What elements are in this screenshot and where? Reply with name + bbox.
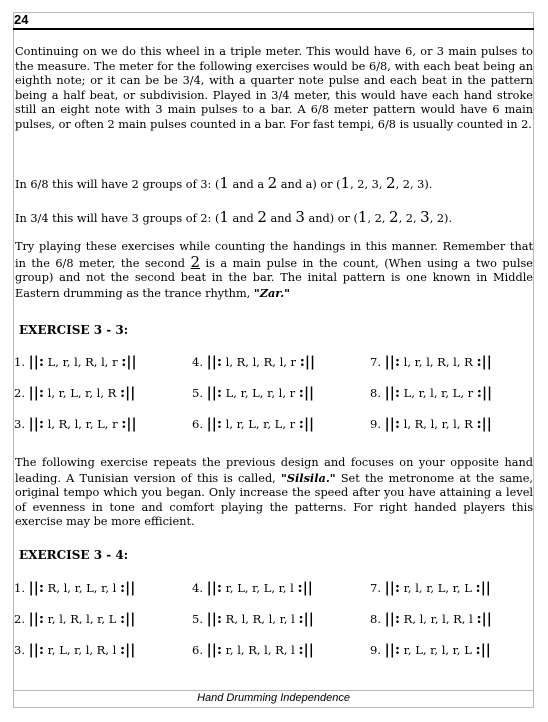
exercise-pattern (14, 611, 135, 627)
exercise-number: 7. (370, 355, 385, 369)
repeat-close-sign: :|| (476, 385, 493, 401)
counting-paragraph: Try playing these exercises while counting the handings in this manner. Remember that in the 6/8 meter, the second 2 is a main pulse in the count, (When using a two pulse group) and not the second beat in the bar. The inital pattern is one known in Middle Eastern drumming as the trance rhythm, "Zar." (15, 240, 533, 300)
exercise-pattern (192, 580, 313, 596)
exercise-pattern (370, 580, 491, 596)
exercise-number: 1. (14, 581, 29, 595)
handing-pattern: r, L, r, L, r, l (222, 581, 298, 595)
repeat-close-sign: :|| (120, 580, 136, 596)
repeat-close-sign: :|| (476, 354, 492, 370)
repeat-open-sign: ||: (206, 416, 222, 432)
footer-rule (13, 690, 534, 691)
repeat-close-sign: :|| (298, 642, 314, 658)
exercise-number: 2. (14, 612, 29, 626)
exercise-number: 5. (192, 612, 207, 626)
repeat-open-sign: ||: (206, 642, 222, 658)
exercise-pattern (370, 642, 491, 658)
exercise-pattern (370, 611, 492, 627)
handing-pattern: R, l, R, l, r, l (222, 612, 299, 626)
exercise-3-3-title: EXERCISE 3 - 3: (19, 323, 129, 337)
exercise-pattern (14, 642, 135, 658)
repeat-open-sign: ||: (28, 611, 44, 627)
handing-pattern: r, l, r, L, r, L (400, 581, 476, 595)
exercise-number: 7. (370, 581, 385, 595)
exercise-number: 8. (370, 386, 385, 400)
exercise-pattern (14, 416, 137, 432)
repeat-close-sign: :|| (298, 416, 315, 432)
repeat-close-sign: :|| (297, 580, 313, 596)
handing-pattern: R, l, r, L, r, l (44, 581, 120, 595)
repeat-close-sign: :|| (475, 580, 491, 596)
handing-pattern: l, r, L, r, L, r (222, 417, 299, 431)
exercise-3-4-title: EXERCISE 3 - 4: (19, 548, 129, 562)
exercise-number: 6. (192, 417, 207, 431)
handing-pattern: l, r, L, r, l, R (44, 386, 120, 400)
silsila-paragraph: The following exercise repeats the previous design and focuses on your opposite hand leading. A Tunisian version of this is called, "Silsila." Set the metronome at the same, original tempo which you began. Only increase the speed after you have attaining a level of evenness in tone and comfort playing the patterns. For right handed players this exercise may be more efficient. (15, 456, 534, 529)
repeat-close-sign: :|| (298, 385, 315, 401)
repeat-close-sign: :|| (298, 611, 314, 627)
exercise-number: 3. (14, 417, 29, 431)
exercise-pattern (14, 580, 135, 596)
exercise-number: 4. (192, 355, 207, 369)
exercise-number: 8. (370, 612, 385, 626)
repeat-open-sign: ||: (28, 354, 44, 370)
exercise-number: 5. (192, 386, 207, 400)
exercise-number: 3. (14, 643, 29, 657)
exercise-pattern (192, 385, 314, 401)
repeat-open-sign: ||: (206, 354, 222, 370)
exercise-pattern (192, 416, 314, 432)
counting-68-line: In 6/8 this will have 2 groups of 3: (1 and a 2 and a) or (1, 2, 3, 2, 2, 3). (15, 174, 433, 192)
repeat-open-sign: ||: (384, 611, 400, 627)
exercise-number: 4. (192, 581, 207, 595)
handing-pattern: r, L, r, l, r, L (400, 643, 476, 657)
handing-pattern: l, R, l, r, l, R (400, 417, 477, 431)
repeat-close-sign: :|| (121, 354, 137, 370)
handing-pattern: l, r, l, R, l, R (400, 355, 477, 369)
repeat-close-sign: :|| (475, 642, 491, 658)
handing-pattern: r, L, r, l, R, l (44, 643, 120, 657)
handing-pattern: R, l, r, l, R, l (400, 612, 477, 626)
exercise-pattern (192, 354, 315, 370)
repeat-open-sign: ||: (206, 580, 222, 596)
exercise-pattern (192, 642, 314, 658)
exercise-pattern (14, 354, 137, 370)
handing-pattern: l, R, l, r, L, r (44, 417, 122, 431)
repeat-open-sign: ||: (384, 580, 400, 596)
handing-pattern: L, r, l, r, L, r (400, 386, 477, 400)
footer-title: Hand Drumming Independence (197, 692, 350, 704)
repeat-open-sign: ||: (28, 580, 44, 596)
repeat-open-sign: ||: (384, 385, 400, 401)
repeat-close-sign: :|| (120, 611, 136, 627)
repeat-open-sign: ||: (384, 416, 400, 432)
handing-pattern: L, r, l, R, l, r (44, 355, 122, 369)
handing-pattern: r, l, R, l, R, l (222, 643, 299, 657)
repeat-close-sign: :|| (120, 385, 136, 401)
repeat-close-sign: :|| (299, 354, 316, 370)
repeat-close-sign: :|| (476, 611, 492, 627)
exercise-number: 6. (192, 643, 207, 657)
exercise-pattern (14, 385, 135, 401)
exercise-number: 9. (370, 417, 385, 431)
counting-34-line: In 3/4 this will have 3 groups of 2: (1 and 2 and 3 and) or (1, 2, 2, 2, 3, 2). (15, 208, 453, 226)
page-number: 24 (13, 12, 534, 30)
exercise-number: 1. (14, 355, 29, 369)
exercise-pattern (370, 385, 492, 401)
exercise-number: 2. (14, 386, 29, 400)
repeat-close-sign: :|| (120, 642, 136, 658)
exercise-pattern (370, 416, 492, 432)
handing-pattern: L, r, L, r, l, r (222, 386, 299, 400)
repeat-open-sign: ||: (384, 642, 400, 658)
repeat-open-sign: ||: (384, 354, 400, 370)
handing-pattern: r, l, R, l, r, L (44, 612, 120, 626)
repeat-open-sign: ||: (28, 642, 44, 658)
handing-pattern: l, R, l, R, l, r (222, 355, 300, 369)
exercise-pattern (192, 611, 314, 627)
intro-paragraph: Continuing on we do this wheel in a triple meter. This would have 6, or 3 main pulses to the measure. The meter for the following exercises would be 6/8, with each beat being an eighth note; or it can be be 3/4, with a quarter note pulse and each beat in the pattern being a half beat, or subdivision. Played in 3/4 meter, this would have each hand stroke still an eight note with 3 main pulses to a bar. A 6/8 meter pattern would have 6 main pulses, or often 2 main pulses counted in a bar. For fast tempi, 6/8 is usually counted in 2. (15, 45, 533, 131)
exercise-number: 9. (370, 643, 385, 657)
repeat-open-sign: ||: (28, 385, 44, 401)
repeat-open-sign: ||: (28, 416, 44, 432)
exercise-pattern (370, 354, 492, 370)
repeat-open-sign: ||: (206, 611, 222, 627)
repeat-close-sign: :|| (121, 416, 137, 432)
repeat-close-sign: :|| (476, 416, 492, 432)
repeat-open-sign: ||: (206, 385, 222, 401)
